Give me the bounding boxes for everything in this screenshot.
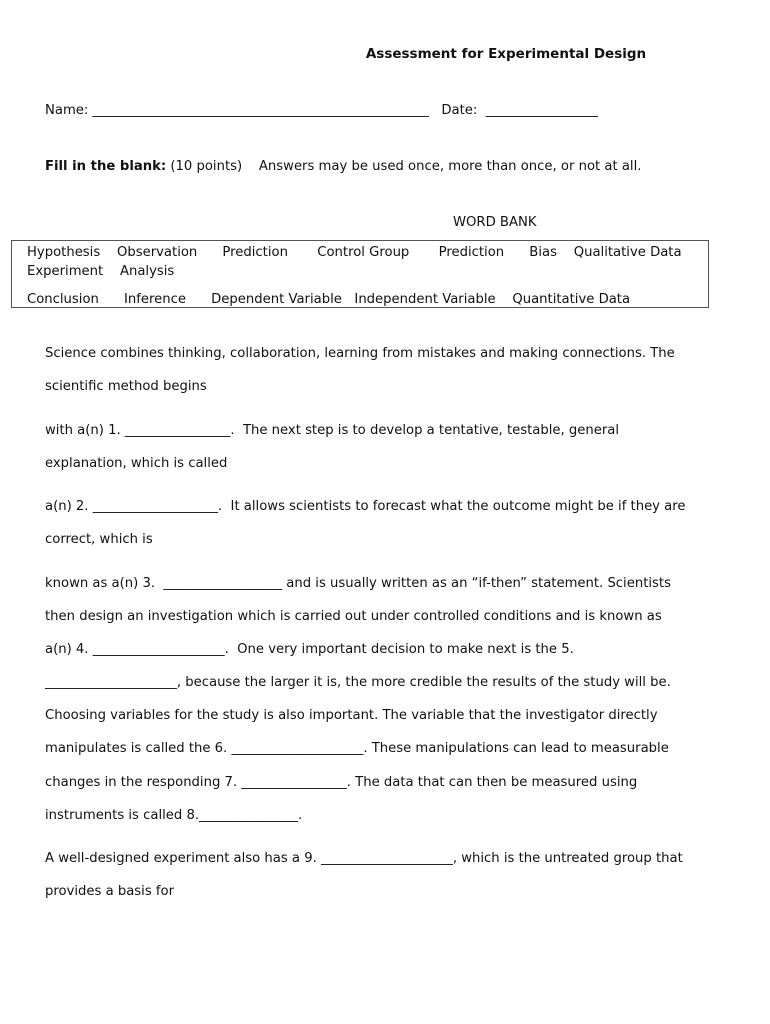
passage-line: with a(n) 1. ________________. The next step is to develop a tentative, testable, general [45, 423, 620, 438]
passage-line: changes in the responding 7. ________________. The data that can then be measured using [45, 775, 638, 790]
passage-line: instruments is called 8._______________. [45, 808, 303, 823]
instructions-text: (10 points) Answers may be used once, more than once, or not at all. [166, 159, 642, 174]
document-title: Assessment for Experimental Design [365, 46, 647, 62]
passage-line: ____________________, because the larger it is, the more credible the results of the study will be. [45, 675, 671, 690]
passage-line: a(n) 4. ____________________. One very important decision to make next is the 5. [45, 642, 574, 657]
word-bank-row: Hypothesis Observation Prediction Control Group Prediction Bias Qualitative Data [27, 245, 682, 260]
passage-line: Science combines thinking, collaboration, learning from mistakes and making connections. The [45, 346, 675, 361]
passage-line: a(n) 2. ___________________. It allows scientists to forecast what the outcome might be if they are [45, 499, 686, 514]
instructions-label: Fill in the blank: [45, 159, 167, 174]
passage-line: then design an investigation which is carried out under controlled conditions and is known as [45, 609, 662, 624]
name-date-line: Name: ___________________________________________________ Date: _________________ [45, 103, 598, 118]
passage-line: A well-designed experiment also has a 9. ____________________, which is the untreated group that [45, 851, 683, 866]
word-bank-title: WORD BANK [453, 215, 537, 230]
passage-line: scientific method begins [45, 379, 207, 394]
word-bank-box [11, 240, 709, 308]
instructions-line [45, 159, 641, 174]
passage-line: Choosing variables for the study is also important. The variable that the investigator directly [45, 708, 658, 723]
passage-line: explanation, which is called [45, 456, 228, 471]
passage-line: correct, which is [45, 532, 153, 547]
word-bank-row: Experiment Analysis [27, 264, 175, 279]
passage-line: provides a basis for [45, 884, 175, 899]
passage-line: known as a(n) 3. __________________ and is usually written as an “if-then” statement. Scientists [45, 576, 671, 591]
passage-line: manipulates is called the 6. ____________________. These manipulations can lead to measurable [45, 741, 669, 756]
word-bank-row: Conclusion Inference Dependent Variable Independent Variable Quantitative Data [27, 292, 631, 307]
